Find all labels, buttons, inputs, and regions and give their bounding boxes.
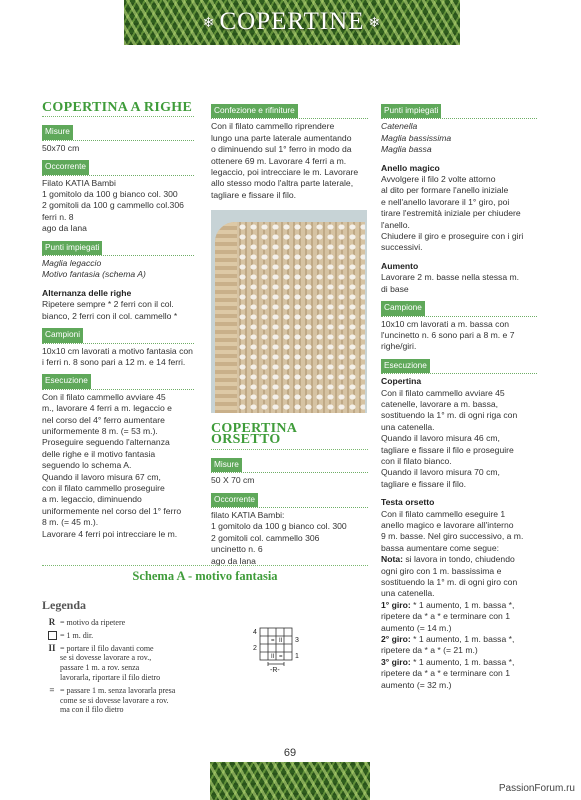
misure-label: Misure — [211, 458, 242, 472]
blanket-photo — [211, 210, 367, 413]
text-line: delle righe e il motivo fantasia — [42, 448, 156, 459]
confezione-label: Confezione e rifiniture — [211, 104, 298, 118]
text-line: 10x10 cm lavorati a m. bassa con — [381, 318, 510, 329]
stitch-chart — [250, 624, 310, 674]
list-item: 2 gomitoli col. cammello 306 — [211, 532, 320, 543]
repeat-symbol: R — [48, 617, 56, 627]
text-line: sostituendo la 1° m. di ogni giro con — [381, 577, 518, 588]
text-line: tirare l'estremità iniziale per chiudere — [381, 208, 521, 219]
campioni-label: Campioni — [42, 328, 83, 342]
column-right — [381, 104, 537, 691]
row-label: 4 — [253, 629, 257, 636]
text-line: tagliare e fissare il filo. — [211, 189, 297, 200]
text-line: l'uncinetto n. 6 sono pari a 8 m. e 7 — [381, 329, 515, 340]
testa-title: Testa orsetto — [381, 497, 435, 508]
list-item: Maglia legaccio — [42, 258, 102, 269]
text-line: * 1 aumento, 1 m. bassa *, — [410, 656, 515, 667]
legend-row — [44, 618, 234, 628]
legend-row — [44, 644, 234, 683]
text-line: Quando il lavoro misura 67 cm, — [42, 471, 161, 482]
text-line: bassa aumentare come segue: — [381, 542, 499, 553]
text-line: 9 m. basse. Nel giro successivo, a m. — [381, 531, 524, 542]
text-line: legaccio, poi intrecciare le m. Lavorare — [211, 167, 359, 178]
text-line: tagliare e fissare il filo e proseguire — [381, 444, 514, 455]
legend-title: Legenda — [42, 598, 87, 612]
text-line: ottenere 69 m. Lavorare 4 ferri a m. — [211, 155, 347, 166]
text-line: e nell'anello lavorare il 1° giro, poi — [381, 196, 510, 207]
column-copertina-a-righe — [42, 102, 194, 540]
repeat-label: -R- — [270, 667, 280, 674]
legend-text: come se si dovesse lavorare a rov. — [60, 695, 169, 705]
text-line: Proseguire seguendo l'alternanza — [42, 437, 170, 448]
legend-text: = passare 1 m. senza lavorarla presa — [60, 685, 176, 695]
snowflake-icon: ❄ — [202, 15, 216, 31]
list-item: uncinetto n. 6 — [211, 544, 263, 555]
svg-text:=: = — [271, 638, 275, 644]
text-line: a m. legaccio, diminuendo — [42, 494, 142, 505]
text-line: nel corso del 4° ferro aumentare — [42, 414, 165, 425]
knit-texture — [215, 222, 365, 413]
list-item: ago da lana — [42, 223, 87, 234]
text-line: allo stesso modo l'altra parte laterale, — [211, 178, 354, 189]
text-line: aumento (= 14 m.) — [381, 622, 452, 633]
text-line: o diminuendo sul 1° ferro in modo da — [211, 144, 352, 155]
text-line: Lavorare 4 ferri poi intrecciare le m. — [42, 528, 178, 539]
list-item: filato KATIA Bambi: — [211, 510, 285, 521]
list-item: ago da lana — [211, 555, 256, 566]
snowflake-icon: ❄ — [368, 15, 382, 31]
legend-text: = 1 m. dir. — [60, 630, 94, 640]
punti-label: Punti impiegati — [42, 241, 102, 255]
pattern-title: COPERTINA A RIGHE — [42, 102, 194, 117]
text-line: Con il filato cammello riprendere — [211, 121, 335, 132]
giro-label: 2° giro: — [381, 634, 411, 645]
legend-text: passare 1 m. a rov. senza — [60, 663, 140, 673]
text-line: Con il filato cammello avviare 45 — [42, 391, 166, 402]
misure-value: 50x70 cm — [42, 142, 80, 153]
occorrente-list — [42, 178, 194, 235]
text-line: ogni giro con 1 m. bassissima e — [381, 565, 502, 576]
text-line: m., lavorare 4 ferri a m. legaccio e — [42, 403, 172, 414]
occorrente-label: Occorrente — [42, 160, 89, 174]
misure-label: Misure — [42, 125, 73, 139]
text-line: successivi. — [381, 242, 423, 253]
list-item: Filato KATIA Bambi — [42, 177, 116, 188]
text-line: ripetere da * a * e terminare con 1 — [381, 611, 510, 622]
giro-1 — [381, 600, 537, 611]
text-line: 8 m. (= 45 m.). — [42, 517, 99, 528]
text-line: tagliare e fissare il filo. — [381, 478, 467, 489]
text-line: lungo una parte laterale aumentando — [211, 132, 352, 143]
text-line: Lavorare 2 m. basse nella stessa m. — [381, 272, 520, 283]
text-line: Ripetere sempre * 2 ferri con il col. — [42, 299, 174, 310]
schema-title: Schema A - motivo fantasia — [42, 565, 368, 584]
text-line: ripetere da * a * e terminare con 1 — [381, 668, 510, 679]
punti-label: Punti impiegati — [381, 104, 441, 118]
list-item: 1 gomitolo da 100 g bianco col. 300 — [42, 189, 178, 200]
esecuzione-text — [42, 392, 194, 540]
giro-label: 1° giro: — [381, 599, 411, 610]
list-item: Maglia bassissima — [381, 132, 452, 143]
text-line: uniformemente nel corso del 1° ferro — [42, 505, 182, 516]
text-line: di base — [381, 283, 409, 294]
occorrente-label: Occorrente — [211, 493, 258, 507]
text-line: ripetere da * a * (= 21 m.) — [381, 645, 478, 656]
text-line: Quando il lavoro misura 46 cm, — [381, 433, 500, 444]
list-item: Catenella — [381, 121, 418, 132]
text-line: righe/giri. — [381, 341, 417, 352]
section-banner — [124, 8, 460, 36]
text-line: con il filato cammello proseguire — [42, 482, 165, 493]
page-number: 69 — [283, 747, 297, 759]
text-line: * 1 aumento, 1 m. bassa *, — [410, 634, 515, 645]
text-line: una catenella. — [381, 588, 435, 599]
knit-edge — [215, 222, 237, 413]
text-line: * 1 aumento, 1 m. bassa *, — [410, 599, 515, 610]
text-line: i ferri n. 8 sono pari a 12 m. e 14 ferri. — [42, 356, 186, 367]
pattern-title: COPERTINA ORSETTO — [211, 423, 368, 450]
text-line: l'anello. — [381, 219, 410, 230]
text-line: si lavora in tondo, chiudendo — [402, 554, 515, 565]
text-line: Chiudere il giro e proseguire con i giri — [381, 231, 524, 242]
campione-label: Campione — [381, 301, 425, 315]
esecuzione-label: Esecuzione — [42, 374, 91, 388]
text-line: anello magico e lavorare all'interno — [381, 520, 514, 530]
nota-label: Nota: — [381, 554, 403, 565]
list-item: Maglia bassa — [381, 144, 432, 155]
legend-row — [44, 686, 234, 715]
aumento-title: Aumento — [381, 260, 419, 271]
svg-text:II: II — [271, 654, 275, 660]
text-line: aumento (= 32 m.) — [381, 679, 452, 690]
footer-knit-band — [210, 762, 370, 800]
legend-text: se si dovesse lavorare a rov., — [60, 653, 152, 663]
text-line: con il filato bianco. — [381, 455, 452, 466]
copertina-title: Copertina — [381, 376, 422, 387]
nota-line — [381, 554, 537, 565]
svg-text:=: = — [279, 654, 283, 660]
list-item: Motivo fantasia (schema A) — [42, 269, 146, 280]
text-line: sostituendo la 1° m. di ogni riga con — [381, 410, 518, 421]
giro-2 — [381, 634, 537, 645]
list-item: 2 gomitoli da 100 g cammello col.306 — [42, 200, 184, 211]
slip-purl-symbol: II — [48, 642, 56, 653]
banner-title-text: COPERTINE — [219, 8, 365, 35]
svg-text:II: II — [279, 638, 283, 644]
alternanza-title: Alternanza delle righe — [42, 287, 132, 298]
text-line: Quando il lavoro misura 70 cm, — [381, 467, 500, 478]
row-label: 3 — [295, 637, 299, 644]
text-line: una catenella. — [381, 421, 435, 432]
stitch-chart-grid — [250, 624, 310, 674]
text-line: catenelle, lavorare a m. bassa, — [381, 398, 499, 409]
legend-text: ma con il filo dietro — [60, 705, 124, 715]
row-label: 1 — [295, 653, 299, 660]
text-line: al dito per formare l'anello iniziale — [381, 185, 509, 196]
text-line: Con il filato cammello eseguire 1 — [381, 508, 506, 519]
text-line: seguendo lo schema A. — [42, 460, 132, 471]
legend-text: = portare il filo davanti come — [60, 643, 154, 653]
text-line: bianco, 2 ferri con il col. cammello * — [42, 310, 178, 321]
legend-row — [44, 631, 234, 641]
text-line: Con il filato cammello avviare 45 — [381, 387, 505, 398]
legend — [44, 618, 234, 718]
column-copertina-orsetto — [211, 423, 368, 567]
legend-text: lavorarla, riportare il filo dietro — [60, 672, 161, 682]
text-line: uniformemente 8 m. (= 53 m.). — [42, 425, 158, 436]
slip-symbol: = — [49, 684, 55, 695]
misure-value: 50 X 70 cm — [211, 475, 255, 486]
anello-title: Anello magico — [381, 162, 440, 173]
esecuzione-label: Esecuzione — [381, 359, 430, 373]
giro-3 — [381, 657, 537, 668]
legend-text: = motivo da ripetere — [60, 618, 126, 627]
text-line: 10x10 cm lavorati a motivo fantasia con — [42, 345, 193, 356]
row-label: 2 — [253, 645, 257, 652]
list-item: 1 gomitolo da 100 g bianco col. 300 — [211, 521, 347, 532]
empty-box-icon — [44, 631, 60, 641]
giro-label: 3° giro: — [381, 656, 411, 667]
text-line: Avvolgere il filo 2 volte attorno — [381, 174, 496, 185]
watermark: PassionForum.ru — [498, 783, 575, 794]
list-item: ferri n. 8 — [42, 211, 74, 222]
column-middle — [211, 104, 368, 201]
